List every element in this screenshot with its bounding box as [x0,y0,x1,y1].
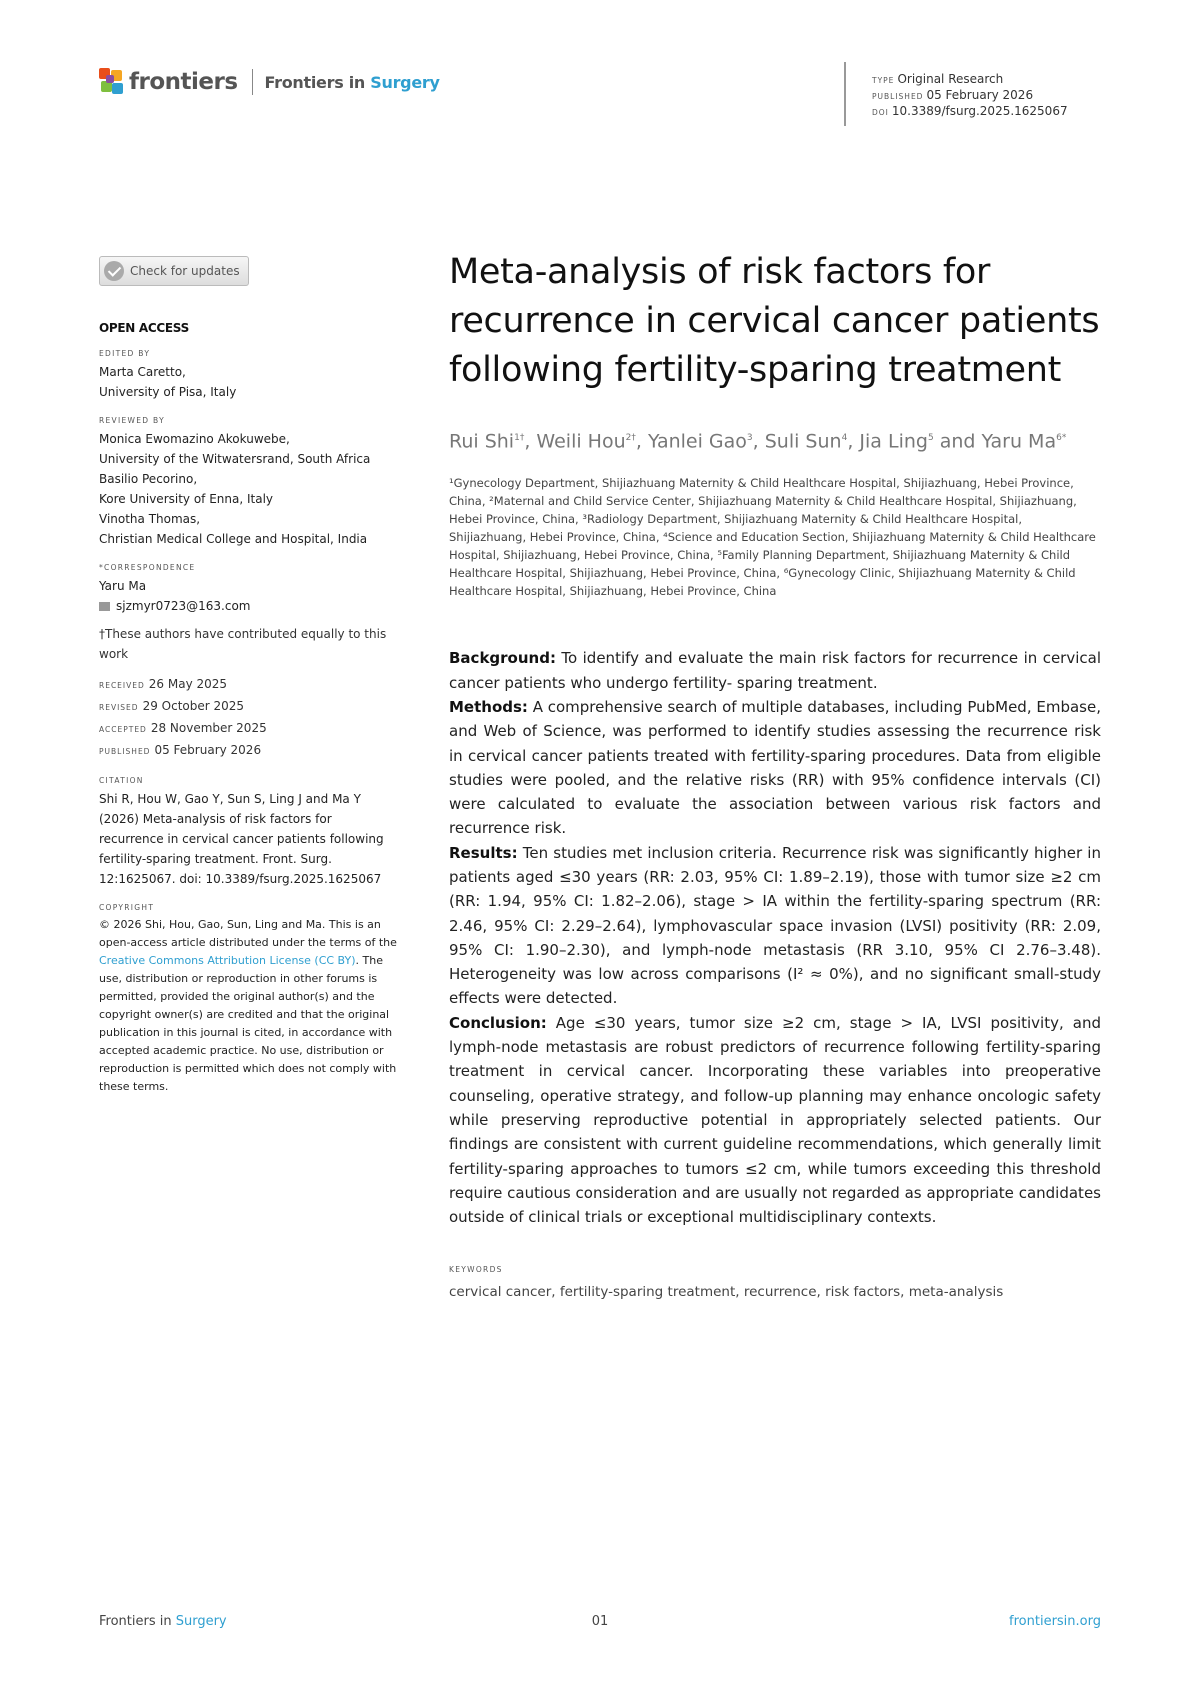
envelope-icon [99,602,110,611]
author-sup: 3 [746,433,753,443]
abstract [449,646,1101,1229]
journal-prefix: Frontiers in [264,72,365,92]
open-access-label: OPEN ACCESS [99,321,189,335]
sidebar [99,256,399,1096]
author-sup: 1† [514,433,525,443]
footer-site-link[interactable]: frontiersin.org [1009,1614,1101,1629]
author-sup: 6* [1056,433,1067,443]
revised-value: 29 October 2025 [142,699,245,713]
author-name[interactable]: Jia Ling [859,430,928,453]
keywords-label: KEYWORDS [449,1265,503,1275]
author-sup: 5 [927,433,934,443]
keywords: cervical cancer, fertility-sparing treatment, recurrence, risk factors, meta-analysis [449,1284,1004,1301]
article-title: Meta-analysis of risk factors for recurrence in cervical cancer patients following fertility-sparing treatment [449,252,1100,390]
page-number: 01 [591,1614,609,1629]
copyright-text [99,916,399,1096]
author-name[interactable]: Rui Shi [449,430,515,453]
published-label: PUBLISHED [872,92,924,101]
conclusion-label: Conclusion: [449,1013,547,1032]
page-footer [99,1614,1101,1634]
received-date [99,674,399,696]
published-date [99,740,399,762]
published-label: PUBLISHED [99,747,151,756]
copyright-post: . The use, distribution or reproduction in other forums is permitted, provided the original author(s) and the copyright owner(s) are credited and that the original publication in this journal is cited, in accordance with accepted academic practice. No use, distribution or reproduction is permitted which does not comply with these terms. [99,954,397,1093]
revised-date [99,696,399,718]
logo-divider [252,69,253,95]
author-sup: 4 [841,433,848,443]
copyright-label: COPYRIGHT [99,903,155,912]
author-name[interactable]: Yanlei Gao [647,430,747,453]
author-name[interactable]: Suli Sun [764,430,842,453]
dates-block [99,674,399,762]
conclusion-text: Age ≤30 years, tumor size ≥2 cm, stage > IA, LVSI positivity, and lymph-node metastasis are robust predictors of recurrence following fertility-sparing treatment in cervical cancer. Incorporating these variables into preoperative counseling, operative strategy, and follow-up planning may enhance oncologic safety while preserving reproductive potential in appropriately selected patients. Our findings are consistent with current guideline recommendations, which generally limit fertility-sparing approaches to tumors ≤2 cm, while tumors exceeding this threshold require cautious consideration and are usually not regarded as appropriate candidates outside of clinical trials or exceptional multidisciplinary contexts. [449,1013,1101,1227]
footer-journal-name: Surgery [175,1614,227,1629]
results-text: Ten studies met inclusion criteria. Recurrence risk was significantly higher in patients aged ≤30 years (RR: 2.03, 95% CI: 1.89–2.19), those with tumor size ≥2 cm (RR: 1.94, 95% CI: 1.82–2.06), stage > IA within the fertility-sparing spectrum (RR: 2.46, 95% CI: 2.29–2.64), lymphovascular space invasion (LVSI) positivity (RR: 2.09, 95% CI: 1.90–2.30), and lymph-node metastasis (RR 3.10, 95% CI 2.76–3.48). Heterogeneity was low across comparisons (I² ≈ 0%), and no significant small-study effects were detected. [449,843,1101,1008]
footer-journal-prefix: Frontiers in [99,1614,172,1629]
article-main [449,248,1101,1300]
journal-name [265,73,440,92]
abstract-conclusion [449,1011,1101,1230]
doi-link[interactable]: 10.3389/fsurg.2025.1625067 [891,104,1068,118]
checkmark-icon [104,261,124,281]
abstract-background [449,646,1101,695]
reviewer-affiliation: Kore University of Enna, Italy [99,492,274,506]
doi-label: DOI [872,108,889,117]
author-name[interactable]: Weili Hou [536,430,626,453]
reviewer-affiliation: Christian Medical College and Hospital, India [99,532,368,546]
cc-license-link[interactable]: Creative Commons Attribution License (CC BY) [99,954,356,967]
type-label: TYPE [872,76,895,85]
copyright-pre: © 2026 Shi, Hou, Gao, Sun, Ling and Ma. This is an open-access article distributed under the terms of the [99,918,397,949]
abstract-methods [449,695,1101,841]
journal-title: Surgery [370,72,440,92]
equal-contribution-note: †These authors have contributed equally to this work [99,627,387,661]
published-value: 05 February 2026 [926,88,1034,102]
reviewer-affiliation: University of the Witwatersrand, South Africa [99,452,371,466]
accepted-date [99,718,399,740]
article-type [872,72,1068,88]
reviewer-name: Basilio Pecorino, [99,472,198,486]
type-value: Original Research [897,72,1004,86]
abstract-results [449,841,1101,1011]
email-link[interactable]: sjzmyr0723@163.com [116,599,251,613]
check-updates-button[interactable] [99,256,249,286]
accepted-value: 28 November 2025 [150,721,267,735]
frontiers-logo-icon [99,68,125,96]
methods-label: Methods: [449,697,528,716]
frontiers-logo[interactable] [99,68,440,96]
accepted-label: ACCEPTED [99,725,147,734]
citation-text: Shi R, Hou W, Gao Y, Sun S, Ling J and Ma Y (2026) Meta-analysis of risk factors for recurrence in cervical cancer patients following fertility-sparing treatment. Front. Surg. 12:1625067. doi: 10.3389/fsurg.2025.1625067 [99,792,384,886]
citation-label: CITATION [99,776,144,785]
received-label: RECEIVED [99,681,145,690]
background-label: Background: [449,649,556,668]
affiliations: ¹Gynecology Department, Shijiazhuang Maternity & Child Healthcare Hospital, Shijiazhuang, Hebei Province, China, ²Maternal and Child Service Center, Shijiazhuang Maternity & Child Healthcare Hospital, Shijiazhuang, Hebei Province, China, ³Radiology Department, Shijiazhuang Maternity & Child Healthcare Hospital, Shijiazhuang, Hebei Province, China, ⁴Science and Education Section, Shijiazhuang Maternity & Child Healthcare Hospital, Shijiazhuang, Hebei Province, China, ⁵Family Planning Department, Shijiazhuang Maternity & Child Healthcare Hospital, Shijiazhuang, Hebei Province, China, ⁶Gynecology Clinic, Shijiazhuang Maternity & Child Healthcare Hospital, Shijiazhuang, Hebei Province, China [449,476,1096,599]
methods-text: A comprehensive search of multiple databases, including PubMed, Embase, and Web of Science, was performed to identify studies assessing the recurrence risk in cervical cancer patients treated with fertility-sparing procedures. Data from eligible studies were pooled, and the relative risks (RR) with 95% confidence intervals (CI) were calculated to evaluate the association between various risk factors and recurrence risk. [449,697,1101,838]
article-meta [844,62,1068,126]
reviewed-by-label: REVIEWED BY [99,416,165,425]
reviewer-name: Monica Ewomazino Akokuwebe, [99,432,290,446]
editor-affiliation: University of Pisa, Italy [99,385,237,399]
received-value: 26 May 2025 [148,677,228,691]
correspondence-email[interactable] [99,596,399,616]
reviewer-name: Vinotha Thomas, [99,512,201,526]
check-updates-label: Check for updates [130,264,240,278]
author-sup: 2† [625,433,636,443]
correspondence-name: Yaru Ma [99,579,147,593]
article-published [872,88,1068,104]
editor-name: Marta Caretto, [99,365,186,379]
results-label: Results: [449,843,518,862]
revised-label: REVISED [99,703,139,712]
publisher-name: frontiers [129,69,238,95]
article-doi[interactable] [872,104,1068,120]
author-name[interactable]: Yaru Ma [981,430,1057,453]
author-list: Rui Shi$^{1\dagger}$, Weili Hou$^{2\dagger}$, Yanlei Gao$^3$, Suli Sun$^4$, Jia Ling$^5$ and Yaru $Ma^{6*}$ [449,430,1067,453]
correspondence-label: *CORRESPONDENCE [99,563,196,572]
edited-by-label: EDITED BY [99,349,151,358]
page-header [99,62,1101,132]
background-text: To identify and evaluate the main risk factors for recurrence in cervical cancer patients who undergo fertility- sparing treatment. [449,649,1101,692]
published-value: 05 February 2026 [154,743,262,757]
